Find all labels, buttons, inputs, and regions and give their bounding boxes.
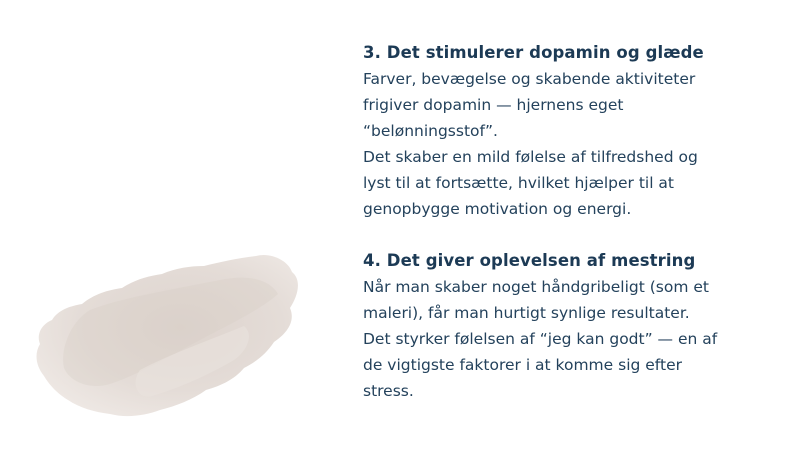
section-heading: 3. Det stimulerer dopamin og glæde xyxy=(363,43,704,62)
body-line: frigiver dopamin — hjernens eget xyxy=(363,96,624,114)
body-line: Det skaber en mild følelse af tilfredshed og xyxy=(363,148,698,166)
body-line: Farver, bevægelse og skabende aktiviteter xyxy=(363,70,696,88)
section-dopamine xyxy=(363,40,783,222)
body-line: Det styrker følelsen af “jeg kan godt” — en af xyxy=(363,330,718,348)
watercolor-paint-decoration xyxy=(30,250,320,420)
body-line: Når man skaber noget håndgribeligt (som et xyxy=(363,278,709,296)
body-line: lyst til at fortsætte, hvilket hjælper til at xyxy=(363,174,675,192)
body-line: stress. xyxy=(363,382,414,400)
body-line: “belønningsstof”. xyxy=(363,122,498,140)
section-mastery xyxy=(363,248,783,404)
text-column xyxy=(363,40,783,404)
section-heading: 4. Det giver oplevelsen af mestring xyxy=(363,251,696,270)
body-line: de vigtigste faktorer i at komme sig efter xyxy=(363,356,682,374)
body-line: maleri), får man hurtigt synlige resultater. xyxy=(363,304,690,322)
body-line: genopbygge motivation og energi. xyxy=(363,200,632,218)
